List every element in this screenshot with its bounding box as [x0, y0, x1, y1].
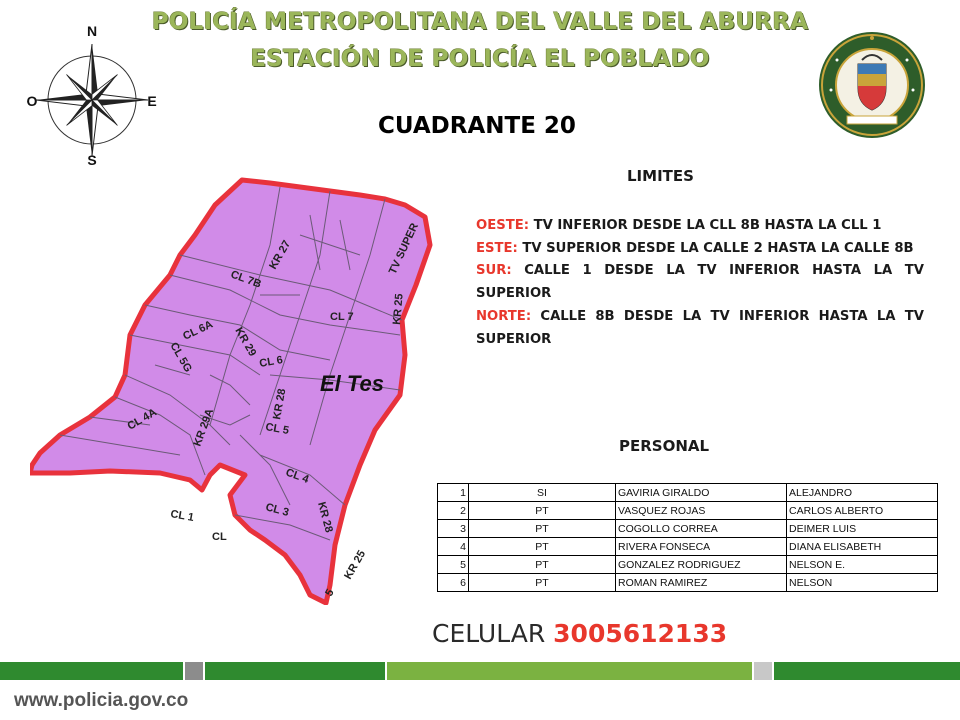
table-cell: GAVIRIA GIRALDO: [616, 484, 787, 502]
footer-bar-segment: [0, 662, 183, 680]
street-label: KR 28: [315, 500, 335, 534]
table-cell: RIVERA FONSECA: [616, 538, 787, 556]
street-label: CL 7: [330, 311, 354, 323]
police-seal-logo: [817, 30, 927, 140]
street-label: CL 6A: [181, 318, 215, 343]
limit-south: [476, 260, 924, 305]
street-label: CL 5: [264, 421, 290, 438]
street-label: CL 4A: [125, 406, 159, 433]
compass-rose-icon: [22, 20, 162, 170]
table-cell: DIANA ELISABETH: [787, 538, 938, 556]
street-label: KR 27: [267, 238, 294, 272]
table-row: [438, 484, 938, 502]
street-label: TV SUPER: [386, 221, 421, 277]
compass-south-label: S: [87, 152, 97, 168]
footer-bar-segment: [387, 662, 752, 680]
street-label: KR 29: [232, 325, 259, 359]
limit-text: CALLE 1 DESDE LA TV INFERIOR HASTA LA TV SUPERIOR: [476, 263, 924, 302]
table-cell: 4: [438, 538, 469, 556]
quadrant-title: CUADRANTE 20: [378, 113, 576, 139]
table-cell: ALEJANDRO: [787, 484, 938, 502]
street-label: 5: [323, 587, 337, 599]
table-row: [438, 520, 938, 538]
table-cell: PT: [469, 538, 616, 556]
compass-north-label: N: [86, 23, 98, 39]
limit-key: ESTE:: [476, 240, 518, 256]
table-cell: 1: [438, 484, 469, 502]
table-cell: DEIMER LUIS: [787, 520, 938, 538]
table-cell: PT: [469, 574, 616, 592]
table-cell: ROMAN RAMIREZ: [616, 574, 787, 592]
limit-key: NORTE:: [476, 308, 532, 324]
footer-bar-segment: [774, 662, 960, 680]
table-cell: PT: [469, 556, 616, 574]
street-label: KR 29A: [191, 407, 217, 449]
footer-bar-segment: [205, 662, 385, 680]
compass-west-label: O: [26, 93, 38, 109]
contact-phone: [432, 619, 727, 648]
footer-bar-segment: [754, 662, 772, 680]
street-label: KR 28: [271, 387, 289, 421]
title-line-2: ESTACIÓN DE POLICÍA EL POBLADO: [250, 46, 710, 72]
table-cell: 6: [438, 574, 469, 592]
limit-west: [476, 215, 924, 238]
table-cell: 3: [438, 520, 469, 538]
limit-text: TV SUPERIOR DESDE LA CALLE 2 HASTA LA CALLE 8B: [517, 240, 914, 256]
limit-text: TV INFERIOR DESDE LA CLL 8B HASTA LA CLL 1: [529, 218, 882, 233]
table-cell: NELSON E.: [787, 556, 938, 574]
table-cell: 2: [438, 502, 469, 520]
district-label: El Tes: [320, 371, 384, 396]
table-row: [438, 574, 938, 592]
table-cell: 5: [438, 556, 469, 574]
footer-bar-segment: [185, 662, 203, 680]
table-cell: COGOLLO CORREA: [616, 520, 787, 538]
table-cell: PT: [469, 502, 616, 520]
street-label: CL 4: [283, 466, 311, 486]
limit-east: [476, 238, 924, 261]
limit-text: CALLE 8B DESDE LA TV INFERIOR HASTA LA TV SUPERIOR: [476, 308, 924, 347]
limits-heading: LIMITES: [627, 167, 694, 185]
compass-east-label: E: [147, 93, 157, 109]
street-label: KR 25: [391, 293, 406, 326]
contact-number[interactable]: 3005612133: [553, 619, 728, 648]
personal-heading: PERSONAL: [619, 437, 710, 455]
table-cell: SI: [469, 484, 616, 502]
table-row: [438, 538, 938, 556]
table-cell: PT: [469, 520, 616, 538]
street-label: CL 1: [169, 508, 195, 525]
personnel-table: [437, 483, 938, 592]
street-label: CL 5G: [167, 340, 194, 375]
table-cell: GONZALEZ RODRIGUEZ: [616, 556, 787, 574]
table-row: [438, 502, 938, 520]
limit-key: OESTE:: [476, 218, 529, 233]
street-label: CL 3: [264, 501, 291, 520]
limit-key: SUR:: [476, 263, 512, 279]
table-cell: CARLOS ALBERTO: [787, 502, 938, 520]
title-line-1: POLICÍA METROPOLITANA DEL VALLE DEL ABURRA: [151, 9, 809, 35]
street-label: CL 6: [258, 354, 284, 370]
limits-list: [476, 215, 924, 351]
table-cell: VASQUEZ ROJAS: [616, 502, 787, 520]
website-link[interactable]: www.policia.gov.co: [14, 690, 189, 711]
street-label: CL: [212, 531, 227, 543]
street-label: KR 25: [342, 548, 369, 582]
table-cell: NELSON: [787, 574, 938, 592]
contact-label: CELULAR: [432, 619, 554, 648]
table-row: [438, 556, 938, 574]
limit-north: [476, 306, 924, 351]
quadrant-map[interactable]: [30, 175, 435, 605]
street-label: CL 7B: [228, 268, 263, 291]
